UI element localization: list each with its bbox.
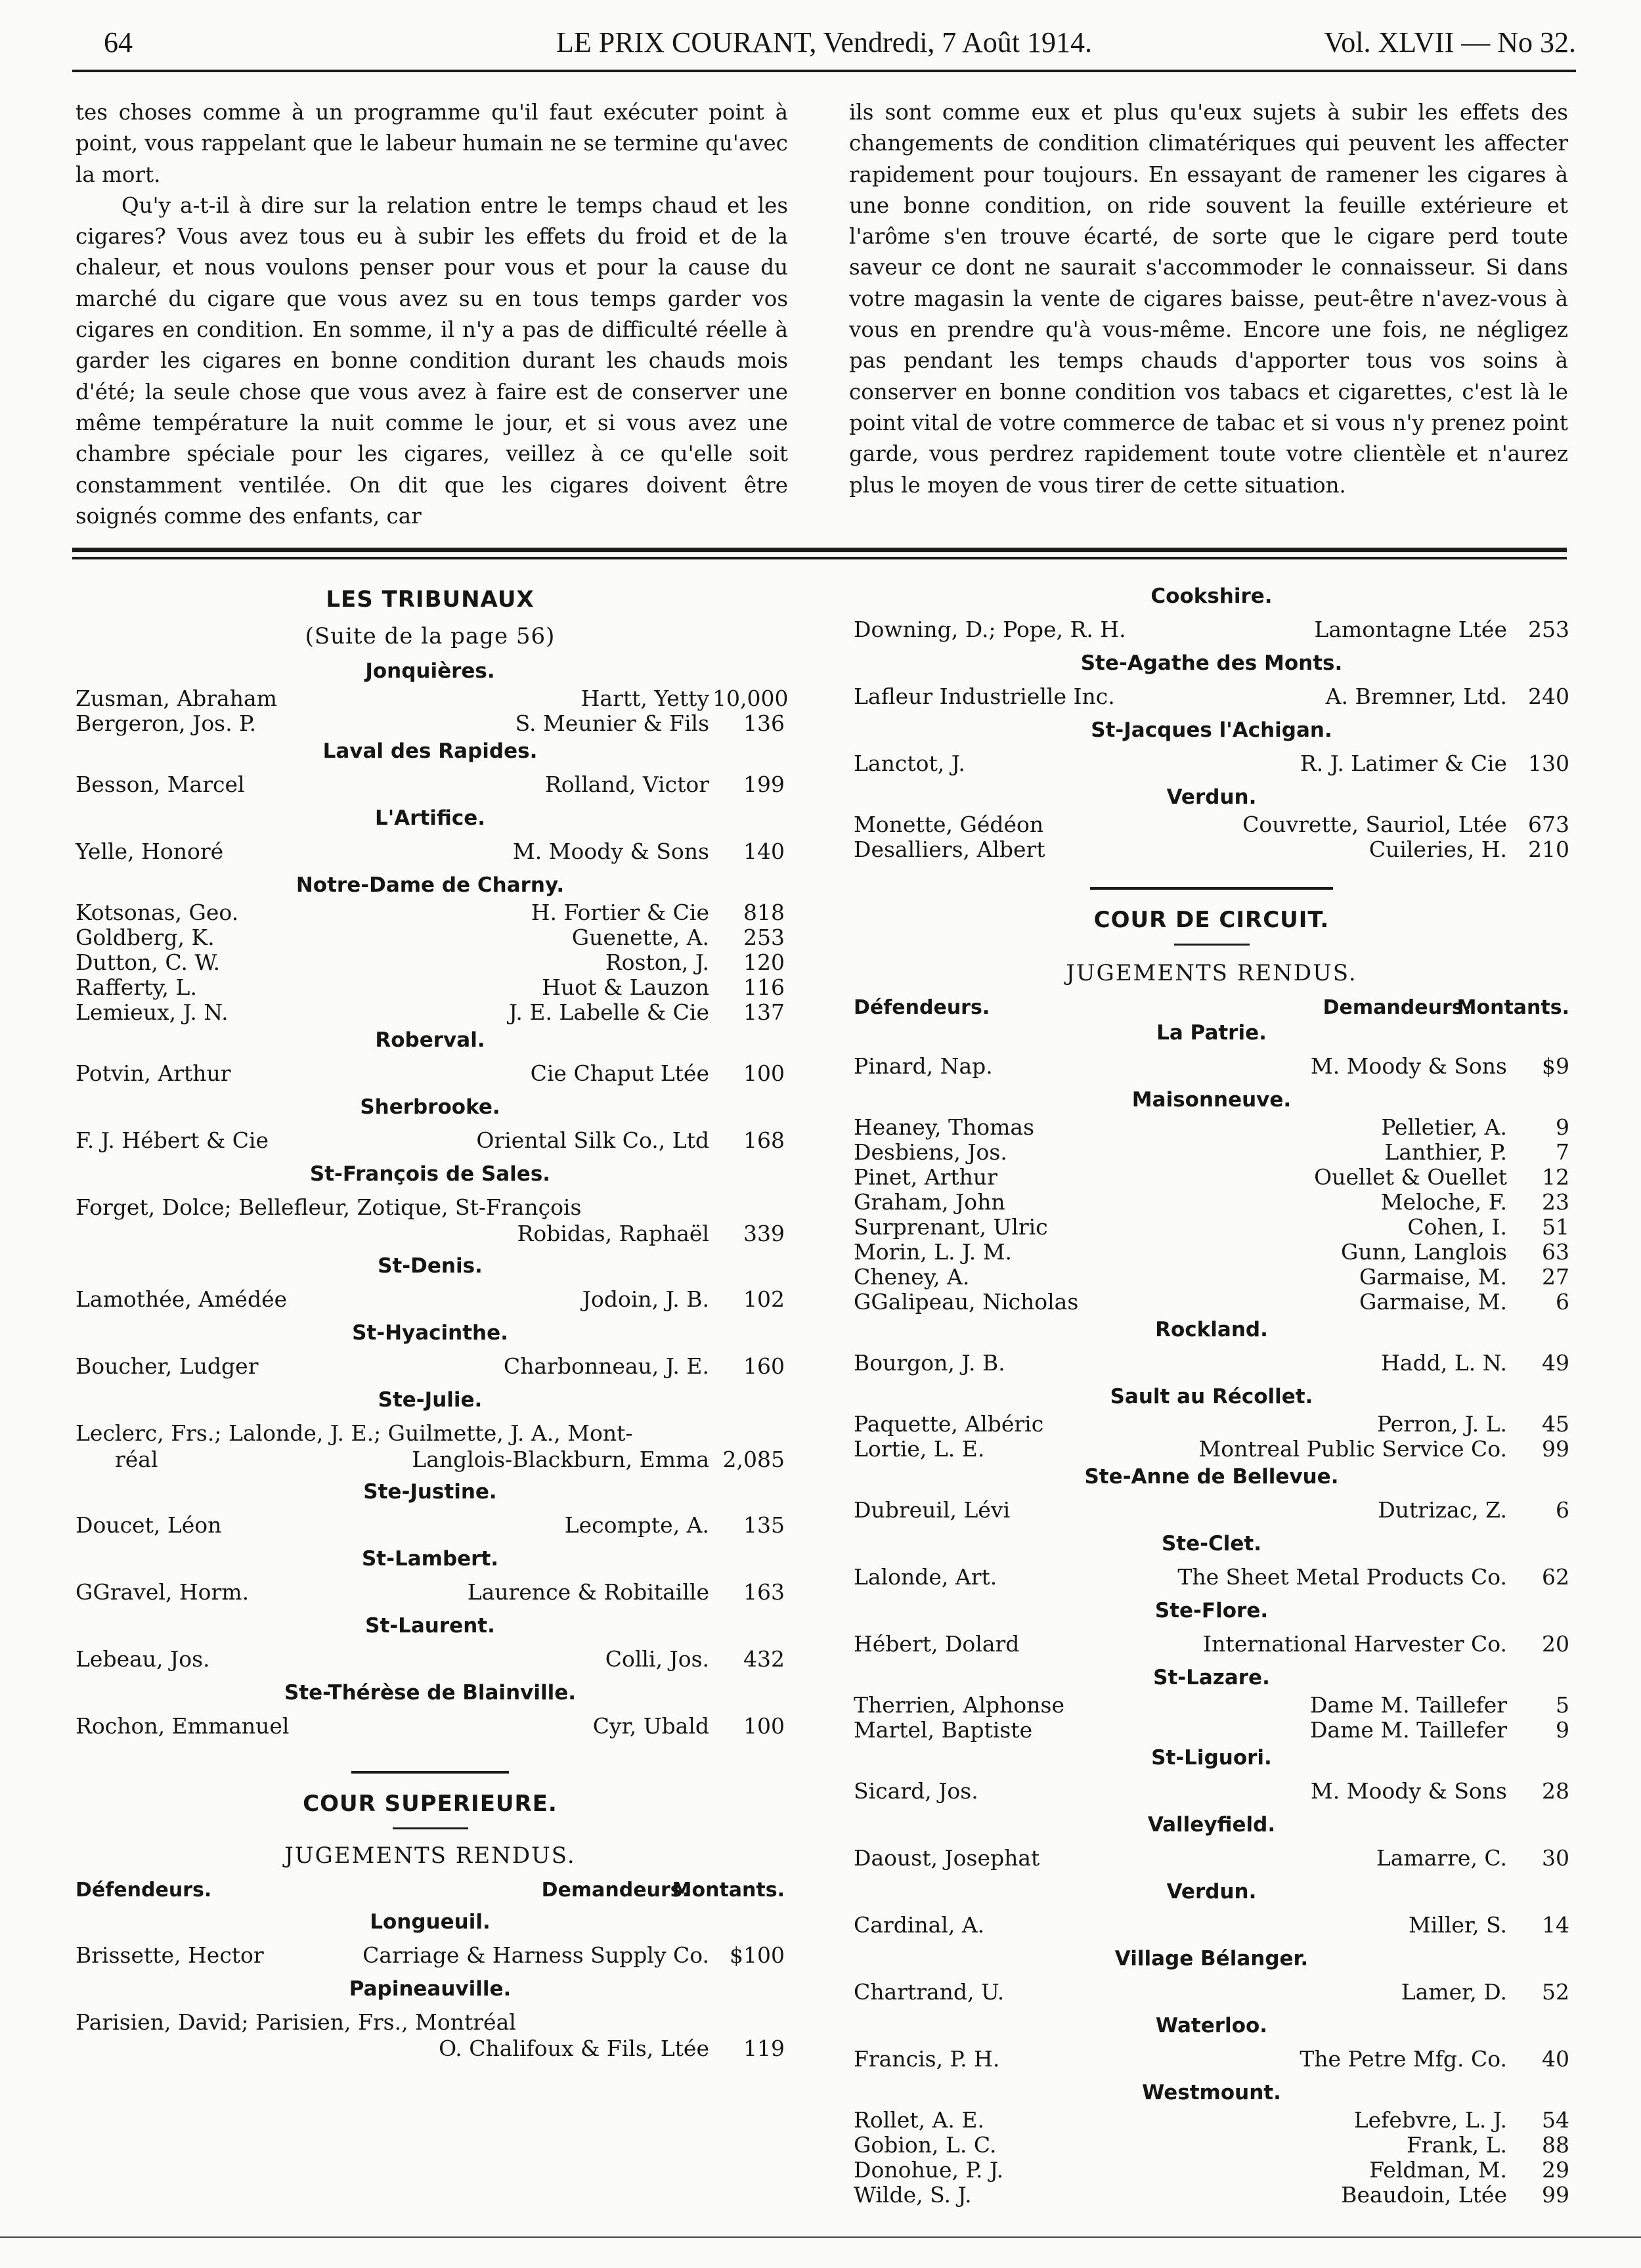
plaintiff: Roston, J. <box>605 949 709 975</box>
defendant: Lalonde, Art. <box>854 1564 997 1590</box>
judgment-row <box>854 1559 1569 1596</box>
place-heading: St-Lazare. <box>1153 1666 1270 1690</box>
amount: 140 <box>743 839 785 864</box>
judgment-row <box>76 1937 785 1974</box>
defendant: Rafferty, L. <box>76 974 197 1000</box>
plaintiff: Dame M. Taillefer <box>1309 1692 1507 1718</box>
amount: 100 <box>743 1060 785 1086</box>
masthead-title: LE PRIX COURANT, Vendredi, 7 Août 1914. <box>556 26 1093 58</box>
place-heading: Maisonneuve. <box>1131 1088 1292 1112</box>
judgment-row <box>854 2158 1569 2183</box>
page-header <box>72 20 1576 66</box>
plaintiff: Cyr, Ubald <box>592 1713 709 1739</box>
plaintiff: Montreal Public Service Co. <box>1198 1436 1507 1462</box>
amount: 40 <box>1542 2046 1569 2072</box>
defendant: Potvin, Arthur <box>76 1060 231 1086</box>
place-heading: St-Laurent. <box>365 1614 495 1638</box>
amount: 62 <box>1542 1564 1569 1590</box>
column-headers <box>854 992 1569 1018</box>
amount: 7 <box>1556 1139 1569 1165</box>
defendant: Martel, Baptiste <box>854 1717 1033 1743</box>
plaintiff: Colli, Jos. <box>605 1646 709 1672</box>
defendant: Francis, P. H. <box>854 2046 1000 2072</box>
defendant: Boucher, Ludger <box>76 1353 259 1379</box>
plaintiff: Lanthier, P. <box>1384 1139 1507 1165</box>
place-heading: Longueuil. <box>370 1910 491 1934</box>
judgment-row <box>854 1265 1569 1290</box>
place-heading: Cookshire. <box>1150 584 1273 608</box>
plaintiff: Lamer, D. <box>1401 1979 1507 2005</box>
plaintiff: Charbonneau, J. E. <box>503 1353 709 1379</box>
judgment-row <box>854 1412 1569 1437</box>
article-column-left <box>76 97 788 532</box>
amount: 136 <box>743 710 785 736</box>
judgment-row <box>76 1708 785 1745</box>
place-heading: St-Denis. <box>378 1254 483 1278</box>
amount: 102 <box>743 1286 785 1312</box>
defendant: Bergeron, Jos. P. <box>76 710 257 736</box>
defendant: Forget, Dolce; Bellefleur, Zotique, St-François <box>76 1194 582 1220</box>
amount: 137 <box>743 999 785 1025</box>
defendant: Pinard, Nap. <box>854 1053 993 1079</box>
defendant: Dubreuil, Lévi <box>854 1497 1011 1523</box>
judgment-row <box>76 2009 785 2062</box>
amount: 99 <box>1542 1436 1569 1462</box>
tribunaux-title: LES TRIBUNAUX <box>326 586 535 613</box>
place-heading: Ste-Justine. <box>363 1480 497 1504</box>
defendant: Daoust, Josephat <box>854 1845 1040 1871</box>
defendant: Lamothée, Amédée <box>76 1286 288 1312</box>
judgment-row <box>854 1048 1569 1085</box>
place-heading: Jonquières. <box>365 659 495 683</box>
plaintiff: M. Moody & Sons <box>512 839 709 864</box>
article-paragraph: Qu'y a-t-il à dire sur la relation entre le temps chaud et les cigares? Vous avez tous eu à subir les effets du froid et de la chaleur, et nous voulons penser pour vous et pour la cause du marché du cigare que vous avez su en tous temps garder vos cigares en condition. En somme, il n'y a pas de difficulté réelle à garder les cigares en bonne condition durant les chauds mois d'été; la seule chose que vous avez à faire est de conserver une même température la nuit comme le jour, et si vous avez une chambre spéciale pour les cigares, veillez à ce qu'elle soit constamment ventilée. On dit que les cigares doivent être soignés comme des enfants, car <box>76 192 788 529</box>
amount: 63 <box>1542 1239 1569 1265</box>
article-paragraph: tes choses comme à un programme qu'il faut exécuter point à point, vous rappelant que le labeur humain ne se termine qu'avec la mort. <box>76 100 788 187</box>
amount: 30 <box>1542 1845 1569 1871</box>
defendant: Wilde, S. J. <box>854 2182 972 2208</box>
plaintiff: Pelletier, A. <box>1381 1114 1507 1140</box>
footer-rule <box>0 2236 1641 2238</box>
plaintiff: Beaudoin, Ltée <box>1341 2182 1507 2208</box>
amount: 168 <box>743 1127 785 1153</box>
place-heading: Ste-Clet. <box>1161 1532 1262 1556</box>
judgment-row <box>854 1492 1569 1529</box>
place-heading: St-François de Sales. <box>309 1162 551 1186</box>
section-rule <box>1090 887 1333 890</box>
defendant: Kotsonas, Geo. <box>76 900 239 925</box>
defendant: Brissette, Hector <box>76 1942 264 1968</box>
amount: 2,085 <box>722 1447 785 1472</box>
plaintiff: M. Moody & Sons <box>1310 1053 1507 1079</box>
header-demandeurs: Demandeurs. <box>541 1879 689 1902</box>
amount: 54 <box>1542 2107 1569 2133</box>
judgment-row <box>76 1000 785 1025</box>
tribunaux-continued-list <box>854 581 1569 862</box>
amount: 28 <box>1542 1778 1569 1804</box>
place-heading: Village Bélanger. <box>1114 1947 1309 1971</box>
plaintiff: R. J. Latimer & Cie <box>1300 751 1507 776</box>
defendant: Morin, L. J. M. <box>854 1239 1013 1265</box>
amount: 160 <box>743 1353 785 1379</box>
judgment-row <box>76 686 789 711</box>
amount: 6 <box>1556 1289 1569 1315</box>
judgment-row <box>76 833 785 870</box>
place-heading: Papineauville. <box>349 1977 512 2001</box>
judgment-row <box>854 1240 1569 1265</box>
defendant: Surprenant, Ulric <box>854 1214 1048 1240</box>
defendant: Doucet, Léon <box>76 1512 222 1538</box>
amount: 130 <box>1528 751 1569 776</box>
amount: 240 <box>1528 684 1569 709</box>
defendant-continued: réal <box>115 1447 158 1472</box>
place-heading: St-Jacques l'Achigan. <box>1091 718 1332 742</box>
place-heading: Roberval. <box>375 1028 485 1052</box>
tribunaux-list <box>76 656 789 1745</box>
judgment-row <box>854 1215 1569 1240</box>
plaintiff: Miller, S. <box>1408 1912 1507 1938</box>
judgment-row <box>76 1641 785 1678</box>
judgment-row <box>854 1974 1569 2011</box>
plaintiff: Hadd, L. N. <box>1381 1350 1507 1376</box>
judgment-row <box>854 1140 1569 1165</box>
article-paragraph: ils sont comme eux et plus qu'eux sujets à subir les effets des changements de condition climatériques qui peuvent les affecter rapidement pour toujours. En essayant de ramener les cigares à une bonne condition, on ride souvent la feuille extérieure et l'arôme s'en trouve écarté, de sorte que le cigare perd toute saveur ce dont ne saurait s'accommoder le connaisseur. Si dans votre magasin la vente de cigares baisse, peut-être n'avez-vous à vous en prendre qu'à vous-même. Encore une fois, ne négligez pas pendant les temps chauds d'apporter tous vos soins à conserver en bonne condition vos tabacs et cigarettes, c'est là le point vital de votre commerce de tabac et si vous n'y prenez point garde, vous perdrez rapidement toute votre clientèle et n'aurez plus le moyen de vous tirer de cette situation. <box>849 100 1568 498</box>
plaintiff: Huot & Lauzon <box>542 974 709 1000</box>
cour-superieure-list <box>76 1907 785 2062</box>
defendant: Lortie, L. E. <box>854 1436 985 1462</box>
amount: $100 <box>730 1942 785 1968</box>
plaintiff: Perron, J. L. <box>1377 1411 1507 1437</box>
header-defendeurs: Défendeurs. <box>76 1879 212 1902</box>
judgment-row <box>854 1907 1569 1944</box>
place-heading: Ste-Flore. <box>1154 1599 1269 1623</box>
plaintiff: Lecompte, A. <box>564 1512 709 1538</box>
place-heading: Ste-Anne de Bellevue. <box>1084 1465 1339 1489</box>
judgment-row <box>76 1122 785 1159</box>
defendant: Rollet, A. E. <box>854 2107 984 2133</box>
plaintiff: Couvrette, Sauriol, Ltée <box>1242 812 1507 837</box>
defendant: Lanctot, J. <box>854 751 965 776</box>
amount: 163 <box>743 1579 785 1605</box>
amount: $9 <box>1542 1053 1569 1079</box>
section-rule <box>351 1771 509 1774</box>
title-rule <box>1174 944 1250 946</box>
judgment-row <box>854 1345 1569 1382</box>
plaintiff: The Petre Mfg. Co. <box>1300 2046 1507 2072</box>
amount: 253 <box>1528 617 1569 642</box>
defendant: Donohue, P. J. <box>854 2157 1004 2183</box>
place-heading: Waterloo. <box>1155 2014 1268 2038</box>
plaintiff: Ouellet & Ouellet <box>1314 1164 1507 1190</box>
defendant: F. J. Hébert & Cie <box>76 1127 269 1153</box>
plaintiff: Lamontagne Ltée <box>1314 617 1507 642</box>
article-column-right <box>849 97 1568 501</box>
amount: 210 <box>1528 837 1569 862</box>
amount: 818 <box>743 900 785 925</box>
defendant: Rochon, Emmanuel <box>76 1713 290 1739</box>
amount: 253 <box>743 925 785 950</box>
place-heading: Rockland. <box>1155 1318 1268 1341</box>
place-heading: Ste-Agathe des Monts. <box>1080 651 1343 675</box>
amount: 10,000 <box>712 686 789 711</box>
defendant: Graham, John <box>854 1189 1005 1215</box>
judgment-row <box>854 1693 1569 1718</box>
header-rule <box>72 70 1576 72</box>
amount: 52 <box>1542 1979 1569 2005</box>
judgment-row <box>854 1437 1569 1462</box>
judgment-row <box>854 837 1569 862</box>
judgment-row <box>76 950 785 975</box>
plaintiff: Jodoin, J. B. <box>582 1286 709 1312</box>
cour-superieure-title: COUR SUPERIEURE. <box>303 1791 558 1817</box>
page-number: 64 <box>104 26 133 58</box>
defendant: GGalipeau, Nicholas <box>854 1289 1079 1315</box>
place-heading: Ste-Thérèse de Blainville. <box>284 1681 577 1705</box>
defendant: Paquette, Albéric <box>854 1411 1044 1437</box>
defendant: Chartrand, U. <box>854 1979 1005 2005</box>
defendant: Desbiens, Jos. <box>854 1139 1007 1165</box>
amount: 120 <box>743 949 785 975</box>
plaintiff: Garmaise, M. <box>1359 1264 1507 1290</box>
amount: 99 <box>1542 2182 1569 2208</box>
defendant: Leclerc, Frs.; Lalonde, J. E.; Guilmette, J. A., Mont- <box>76 1420 633 1446</box>
plaintiff: Laurence & Robitaille <box>467 1579 709 1605</box>
plaintiff: Lefebvre, L. J. <box>1353 2107 1507 2133</box>
defendant: Bourgon, J. B. <box>854 1350 1005 1376</box>
place-heading: Verdun. <box>1166 785 1257 809</box>
judgment-row <box>76 1574 785 1611</box>
cour-circuit-subtitle: JUGEMENTS RENDUS. <box>1066 960 1357 986</box>
judgment-row <box>854 1840 1569 1877</box>
section-divider-thin <box>72 557 1567 559</box>
judgment-row <box>854 678 1569 715</box>
section-divider-thick <box>72 548 1567 552</box>
place-heading: St-Lambert. <box>361 1547 499 1571</box>
judgment-row <box>854 2183 1569 2208</box>
plaintiff: M. Moody & Sons <box>1310 1778 1507 1804</box>
plaintiff: H. Fortier & Cie <box>531 900 709 925</box>
defendant: Yelle, Honoré <box>76 839 224 864</box>
defendant: Cardinal, A. <box>854 1912 985 1938</box>
place-heading: L'Artifice. <box>374 806 486 830</box>
judgment-row <box>854 2133 1569 2158</box>
defendant: Goldberg, K. <box>76 925 215 950</box>
defendant: Sicard, Jos. <box>854 1778 978 1804</box>
defendant: Hébert, Dolard <box>854 1631 1020 1657</box>
judgment-row <box>76 1507 785 1544</box>
header-montants: Montants. <box>672 1879 785 1902</box>
place-heading: St-Liguori. <box>1151 1746 1272 1770</box>
place-heading: Sherbrooke. <box>360 1095 500 1119</box>
judgment-row <box>854 2108 1569 2133</box>
header-demandeurs: Demandeurs. <box>1323 996 1471 1019</box>
judgment-row <box>854 611 1569 648</box>
place-heading: Sault au Récollet. <box>1110 1385 1313 1408</box>
header-montants: Montants. <box>1456 996 1569 1019</box>
judgment-row <box>854 745 1569 782</box>
plaintiff: Robidas, Raphaël <box>517 1221 709 1246</box>
plaintiff: Oriental Silk Co., Ltd <box>476 1127 709 1153</box>
plaintiff: Cuileries, H. <box>1368 837 1507 862</box>
plaintiff: Guenette, A. <box>571 925 709 950</box>
defendant: Lemieux, J. N. <box>76 999 229 1025</box>
cour-circuit-title: COUR DE CIRCUIT. <box>1093 907 1330 933</box>
judgment-row <box>854 1165 1569 1190</box>
plaintiff: O. Chalifoux & Fils, Ltée <box>439 2036 709 2061</box>
tribunaux-subtitle: (Suite de la page 56) <box>305 623 556 649</box>
amount: 199 <box>743 772 785 797</box>
plaintiff: Dame M. Taillefer <box>1309 1717 1507 1743</box>
amount: 12 <box>1542 1164 1569 1190</box>
judgment-row <box>854 1115 1569 1140</box>
column-headers <box>76 1874 785 1907</box>
plaintiff: Langlois-Blackburn, Emma <box>412 1447 709 1472</box>
defendant: Parisien, David; Parisien, Frs., Montréal <box>76 2009 516 2035</box>
plaintiff: Meloche, F. <box>1380 1189 1507 1215</box>
judgment-row-continued <box>76 1221 785 1247</box>
amount: 432 <box>743 1646 785 1672</box>
amount: 339 <box>743 1221 785 1246</box>
defendant: Pinet, Arthur <box>854 1164 997 1190</box>
place-heading: Notre-Dame de Charny. <box>295 873 565 897</box>
amount: 45 <box>1542 1411 1569 1437</box>
judgment-row <box>76 711 785 736</box>
judgment-row-continued <box>76 1447 785 1473</box>
judgment-row <box>76 1420 785 1473</box>
header-defendeurs: Défendeurs. <box>854 996 990 1019</box>
cour-circuit-list <box>854 1018 1569 2208</box>
judgment-row <box>76 900 785 925</box>
plaintiff: Cohen, I. <box>1407 1214 1507 1240</box>
defendant: Cheney, A. <box>854 1264 970 1290</box>
plaintiff: Carriage & Harness Supply Co. <box>362 1942 709 1968</box>
judgment-row <box>76 1055 785 1092</box>
defendant: Lebeau, Jos. <box>76 1646 210 1672</box>
judgment-row <box>76 1348 785 1385</box>
amount: 51 <box>1542 1214 1569 1240</box>
judgment-row <box>854 1718 1569 1743</box>
amount: 135 <box>743 1512 785 1538</box>
amount: 5 <box>1556 1692 1569 1718</box>
defendant: Zusman, Abraham <box>76 686 277 711</box>
judgment-row <box>76 975 785 1000</box>
amount: 23 <box>1542 1189 1569 1215</box>
amount: 6 <box>1556 1497 1569 1523</box>
defendant: Gobion, L. C. <box>854 2132 997 2158</box>
amount: 29 <box>1542 2157 1569 2183</box>
cour-superieure-subtitle: JUGEMENTS RENDUS. <box>284 1843 576 1869</box>
place-heading: La Patrie. <box>1156 1021 1267 1045</box>
judgment-row <box>76 925 785 950</box>
defendant: Downing, D.; Pope, R. H. <box>854 617 1126 642</box>
amount: 27 <box>1542 1264 1569 1290</box>
place-heading: Verdun. <box>1166 1880 1257 1904</box>
place-heading: Ste-Julie. <box>378 1388 483 1412</box>
plaintiff: Frank, L. <box>1407 2132 1507 2158</box>
plaintiff: S. Meunier & Fils <box>515 710 709 736</box>
amount: 9 <box>1556 1717 1569 1743</box>
defendant: Besson, Marcel <box>76 772 245 797</box>
place-heading: Westmount. <box>1142 2081 1281 2104</box>
defendant: Therrien, Alphonse <box>854 1692 1065 1718</box>
plaintiff: Rolland, Victor <box>544 772 709 797</box>
defendant: Dutton, C. W. <box>76 949 221 975</box>
defendant: Desalliers, Albert <box>854 837 1045 862</box>
plaintiff: Lamarre, C. <box>1376 1845 1507 1871</box>
plaintiff: The Sheet Metal Products Co. <box>1177 1564 1507 1590</box>
judgment-row <box>854 2041 1569 2078</box>
title-rule <box>393 1827 468 1829</box>
defendant: Heaney, Thomas <box>854 1114 1035 1140</box>
plaintiff: A. Bremner, Ltd. <box>1325 684 1507 709</box>
place-heading: Valleyfield. <box>1147 1813 1276 1837</box>
judgment-row <box>76 1281 785 1318</box>
amount: 9 <box>1556 1114 1569 1140</box>
judgment-row <box>854 1626 1569 1663</box>
plaintiff: J. E. Labelle & Cie <box>508 999 709 1025</box>
judgment-row <box>854 1190 1569 1215</box>
right-list-column <box>854 581 1569 2208</box>
judgment-row <box>854 1290 1569 1315</box>
plaintiff: Garmaise, M. <box>1359 1289 1507 1315</box>
plaintiff: Gunn, Langlois <box>1341 1239 1507 1265</box>
left-list-column <box>76 581 789 2066</box>
defendant: GGravel, Horm. <box>76 1579 250 1605</box>
plaintiff: Hartt, Yetty <box>580 686 709 711</box>
amount: 116 <box>743 974 785 1000</box>
defendant: Lafleur Industrielle Inc. <box>854 684 1115 709</box>
amount: 100 <box>743 1713 785 1739</box>
place-heading: St-Hyacinthe. <box>352 1321 508 1345</box>
amount: 49 <box>1542 1350 1569 1376</box>
plaintiff: International Harvester Co. <box>1203 1631 1507 1657</box>
judgment-row <box>854 812 1569 837</box>
amount: 14 <box>1542 1912 1569 1938</box>
amount: 88 <box>1542 2132 1569 2158</box>
plaintiff: Dutrizac, Z. <box>1378 1497 1507 1523</box>
judgment-row <box>76 766 785 803</box>
judgment-row <box>854 1773 1569 1810</box>
judgment-row-continued <box>76 2036 785 2062</box>
defendant: Monette, Gédéon <box>854 812 1044 837</box>
plaintiff: Feldman, M. <box>1369 2157 1507 2183</box>
place-heading: Laval des Rapides. <box>322 739 538 763</box>
volume-number: Vol. XLVII — No 32. <box>1324 26 1576 58</box>
amount: 20 <box>1542 1631 1569 1657</box>
amount: 673 <box>1528 812 1569 837</box>
amount: 119 <box>743 2036 785 2061</box>
plaintiff: Cie Chaput Ltée <box>530 1060 709 1086</box>
judgment-row <box>76 1194 785 1247</box>
